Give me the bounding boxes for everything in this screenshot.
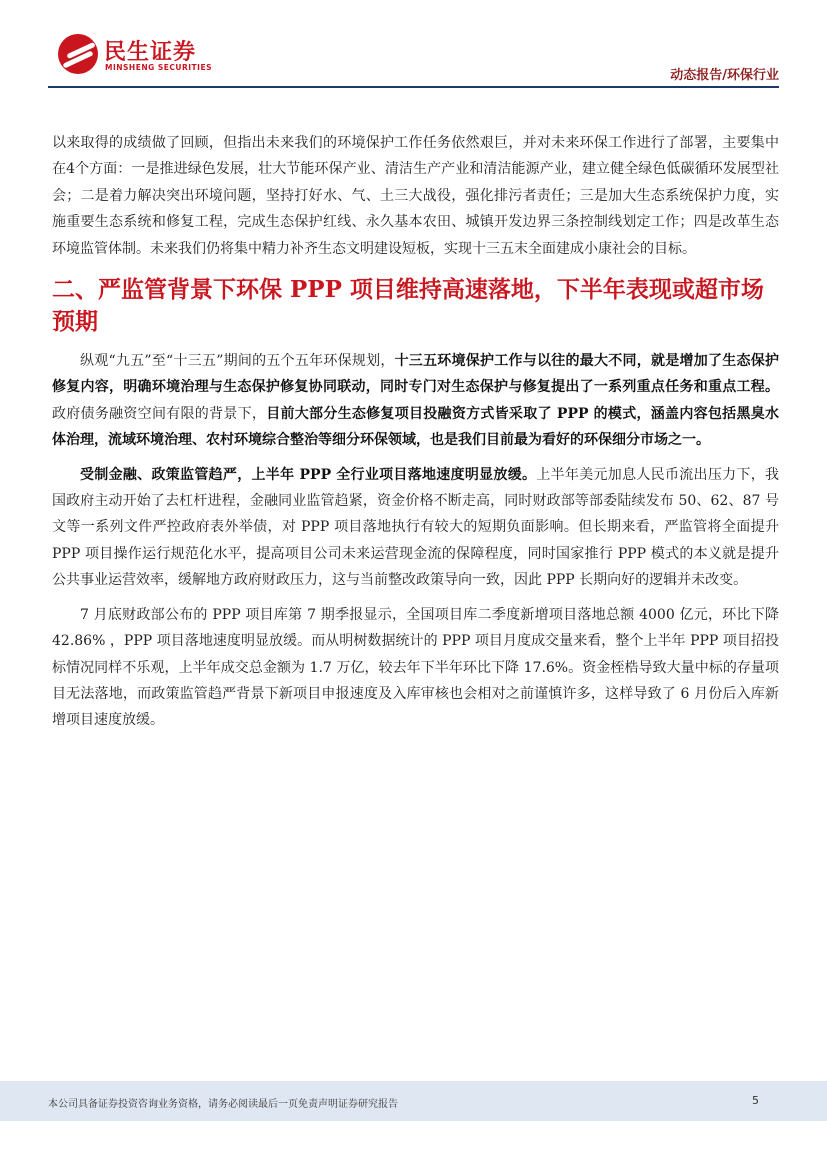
paragraph-2-bold-b: 十三五环境保护工作与以往的最大不同，就是增加了生态保护修复内容，明确环境治理与生态保护修复协同联动，同时专门对生态保护与修复提出了一系列重点任务和重点工程。 <box>52 353 779 396</box>
page-footer <box>0 1081 827 1121</box>
logo-english-name: MINSHENG SECURITIES <box>105 63 212 72</box>
paragraph-1: 以来取得的成绩做了回顾，但指出未来我们的环境保护工作任务依然艰巨，并对未来环保工作进行了部署，主要集中在4个方面：一是推进绿色发展，壮大节能环保产业、清洁生产产业和清洁能源产业，建立健全绿色低碳循环发展型社会；二是着力解决突出环境问题，坚持打好水、气、土三大战役，强化排污者责任；三是加大生态系统保护力度，实施重要生态系统和修复工程，完成生态保护红线、永久基本农田、城镇开发边界三条控制线划定工作；四是改革生态环境监管体制。未来我们仍将集中精力补齐生态文明建设短板，实现十三五末全面建成小康社会的目标。 <box>52 135 779 257</box>
logo-chinese-name: 民生证券 <box>104 40 197 65</box>
company-logo <box>58 34 218 78</box>
paragraph-2 <box>52 348 779 454</box>
paragraph-2-bold-d: 目前大部分生态修复项目投融资方式皆采取了 PPP 的模式，涵盖内容包括黑臭水体治理，流域环境治理、农村环境综合整治等细分环保领域，也是我们目前最为看好的环保细分市场之一。 <box>52 405 780 449</box>
paragraph-3-bold-lead: 受制金融、政策监管趋严，上半年 PPP 全行业项目落地速度明显放缓。 <box>80 466 537 483</box>
main-content <box>52 130 779 734</box>
paragraph-2-text-c: 政府债务融资空间有限的背景下， <box>52 405 267 422</box>
paragraph-3-text: 上半年美元加息人民币流出压力下，我国政府主动开始了去杠杆进程，金融同业监管趋紧，资金价格不断走高，同时财政部等部委陆续发布 50、62、87 号文等一系列文件严控政府表外举债，对 PPP 项目落地执行有较大的短期负面影响。但长期来看，严监管将全面提升 PPP 项目操作运行规范化水平，提高项目公司未来运营现金流的保障程度，同时国家推行 PPP 模式的本义就是提升公共事业运营效率，缓解地方政府财政压力，这与当前整改政策导向一致，因此 PPP 长期向好的逻辑并未改变。 <box>52 466 779 589</box>
report-type-label: 动态报告/环保行业 <box>670 68 779 83</box>
logo-mark-icon <box>58 34 98 74</box>
page-header <box>0 0 827 90</box>
page-number: 5 <box>752 1094 759 1107</box>
footer-disclaimer: 本公司具备证券投资咨询业务资格，请务必阅读最后一页免责声明证券研究报告 <box>48 1099 398 1110</box>
header-divider <box>48 86 779 88</box>
paragraph-3 <box>52 462 779 594</box>
section-heading: 二、严监管背景下环保 PPP 项目维持高速落地，下半年表现或超市场预期 <box>52 276 764 336</box>
paragraph-4: 7 月底财政部公布的 PPP 项目库第 7 期季报显示，全国项目库二季度新增项目落地总额 4000 亿元，环比下降 42.86% ，PPP 项目落地速度明显放缓。而从明树数据统计的 PPP 项目月度成交量来看，整个上半年 PPP 项目招投标情况同样不乐观，上半年成交总金额为 1.7 万亿，较去年下半年环比下降 17.6%。资金桎梏导致大量中标的存量项目无法落地，而政策监管趋严背景下新项目申报速度及入库审核也会相对之前谨慎许多，这样导致了 6 月份后入库新增项目速度放缓。 <box>52 606 779 729</box>
paragraph-2-text-a: 纵观“九五”至“十三五”期间的五个五年环保规划， <box>80 353 395 370</box>
